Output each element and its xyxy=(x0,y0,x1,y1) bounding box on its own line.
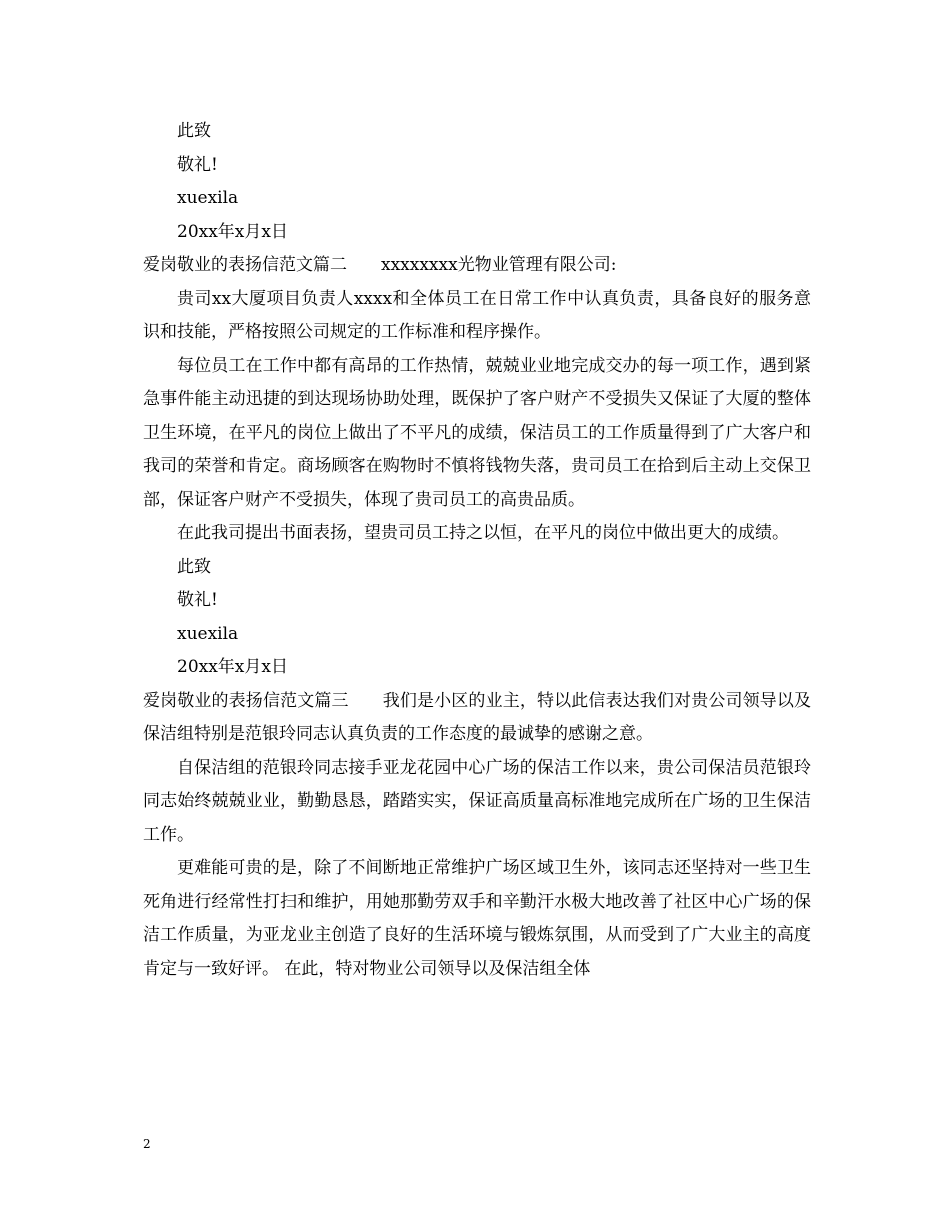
section-heading-row xyxy=(143,249,811,283)
section-heading: 爱岗敬业的表扬信范文篇三 xyxy=(143,690,349,711)
closing-date: 20xx年x月x日 xyxy=(177,657,288,677)
paragraph: 更难能可贵的是，除了不间断地正常维护广场区域卫生外，该同志还坚持对一些卫生死角进行经常性打扫和维护，用她那勤劳双手和辛勤汗水极大地改善了社区中心广场的保洁工作质量，为亚龙业主创造了良好的生活环境与锻炼氛围，从而受到了广大业主的高度肯定与一致好评。 在此，特对物业公司领导以及保洁组全体 xyxy=(143,858,811,979)
paragraph-text: 我们是小区的业主，特以此信表达我们对贵公司领导以及保洁组特别是范银玲同志认真负责的工作态度的最诚挚的感谢之意。 xyxy=(143,690,812,744)
closing-signature: xuexila xyxy=(177,623,239,644)
section-heading-paragraph xyxy=(143,685,811,752)
heading-gap xyxy=(347,249,381,283)
closing-ci-zhi: 此致 xyxy=(177,121,211,141)
paragraph: 在此我司提出书面表扬，望贵司员工持之以恒，在平凡的岗位中做出更大的成绩。 xyxy=(177,523,789,543)
section-heading: 爱岗敬业的表扬信范文篇二 xyxy=(143,255,347,275)
paragraph: 贵司xx大厦项目负责人xxxx和全体员工在日常工作中认真负责，具备良好的服务意识和技能，严格按照公司规定的工作标准和程序操作。 xyxy=(143,288,811,342)
paragraph: 每位员工在工作中都有高昂的工作热情，兢兢业业地完成交办的每一项工作，遇到紧急事件能主动迅捷的到达现场协助处理，既保护了客户财产不受损失又保证了大厦的整体卫生环境，在平凡的岗位上做出了不平凡的成绩，保洁员工的工作质量得到了广大客户和我司的荣誉和肯定。商场顾客在购物时不慎将钱物失落，贵司员工在拾到后主动上交保卫部，保证客户财产不受损失，体现了贵司员工的高贵品质。 xyxy=(143,355,811,510)
document-body xyxy=(143,115,811,986)
letter-recipient: xxxxxxxx光物业管理有限公司: xyxy=(381,255,617,275)
closing-jing-li: 敬礼! xyxy=(177,154,218,175)
closing-ci-zhi: 此致 xyxy=(177,556,211,577)
page-number: 2 xyxy=(143,1137,151,1151)
closing-signature: xuexila xyxy=(177,188,239,208)
paragraph: 自保洁组的范银玲同志接手亚龙花园中心广场的保洁工作以来，贵公司保洁员范银玲同志始终兢兢业业，勤勤恳恳，踏踏实实，保证高质量高标准地完成所在广场的卫生保洁工作。 xyxy=(143,757,811,845)
closing-date: 20xx年x月x日 xyxy=(177,221,288,242)
closing-jing-li: 敬礼! xyxy=(177,590,218,610)
